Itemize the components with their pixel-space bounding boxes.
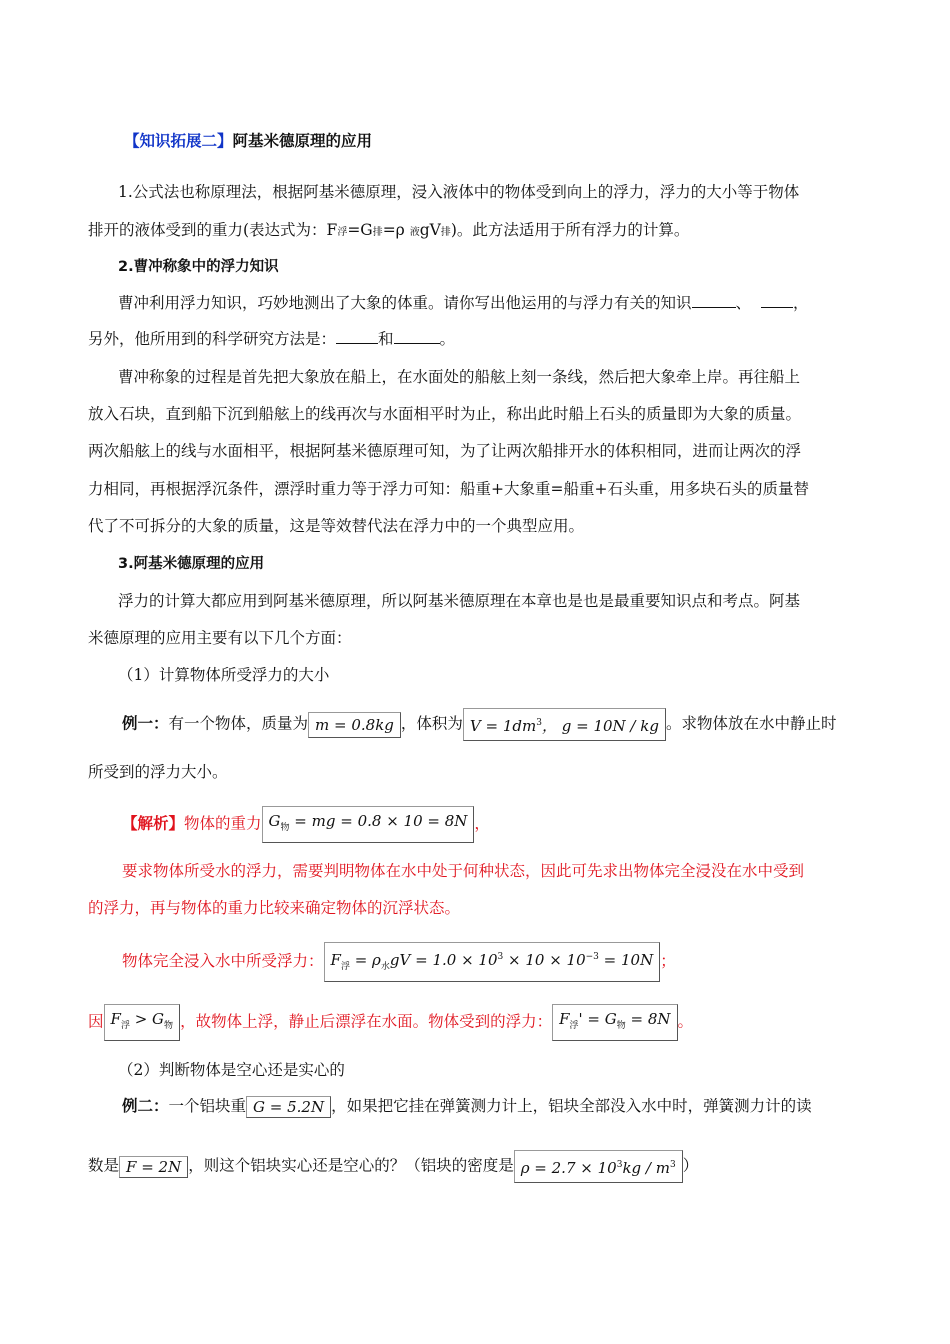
formula-part: = 8N (625, 1010, 671, 1028)
text: )。此方法适用于所有浮力的计算。 (450, 221, 690, 239)
text: 物体完全浸入水中所受浮力： (122, 952, 324, 970)
text: 数是 (88, 1156, 120, 1175)
text: ； (660, 952, 676, 970)
formula-part: F (110, 1010, 121, 1028)
superscript: −3 (585, 952, 599, 962)
formula-part: > G (129, 1010, 165, 1028)
formula-part: × 10 × 10 (503, 951, 586, 969)
text: 物体的重力 (184, 814, 262, 833)
paragraph-3-line-1: 曹冲称象的过程是首先把大象放在船上，在水面处的船舷上刻一条线，然后把大象牵上岸。再往船上 (118, 368, 801, 386)
paragraph-4-line-1: 浮力的计算大都应用到阿基米德原理，所以阿基米德原理在本章也是也是最重要知识点和考点。阿基 (118, 592, 801, 610)
solution-line-5 (88, 1004, 868, 1041)
subscript: 液 (409, 227, 420, 238)
superscript: 3 (616, 1160, 623, 1170)
text: 排开的液体受到的重力(表达式为：F (88, 221, 338, 239)
subscript: 物 (164, 1021, 174, 1031)
paragraph-3-line-4: 力相同，再根据浮沉条件，漂浮时重力等于浮力可知：船重+大象重=船重+石头重，用多块石头的质量替 (88, 480, 809, 498)
paragraph-2-line-2 (88, 328, 868, 350)
section-title-text: 阿基米德原理的应用 (232, 132, 373, 150)
subscript: 水 (380, 962, 390, 972)
text: 和 (378, 330, 394, 348)
text: gV (419, 221, 441, 239)
subscript: 物 (280, 823, 290, 833)
formula-part: = mg = 0.8 × 10 = 8N (289, 812, 468, 830)
heading-3: 3.阿基米德原理的应用 (118, 556, 265, 572)
paragraph-3-line-2: 放入石块，直到船下沉到船舷上的线再次与水面相平时为止，称出此时船上石头的质量即为大象的质量。 (88, 405, 802, 423)
formula-part: ' = G (578, 1010, 617, 1028)
paragraph-3-line-3: 两次船舷上的线与水面相平，根据阿基米德原理可知，为了让两次船排开水的体积相同，进而让两次的浮 (88, 442, 802, 460)
solution-line-4 (122, 942, 902, 982)
answer-blank-3[interactable] (336, 329, 378, 344)
solution-line-2: 要求物体所受水的浮力，需要判明物体在水中处于何种状态，因此可先求出物体完全浸没在水中受到 (122, 862, 805, 880)
formula-part: V = 1dm (469, 717, 537, 735)
text: 另外，他所用到的科学研究方法是： (88, 330, 337, 348)
text: =ρ (382, 221, 410, 239)
formula-part: F (559, 1010, 570, 1028)
text: 有一个物体，质量为 (168, 714, 309, 733)
example-1-label: 例一： (122, 714, 169, 733)
answer-blank-1[interactable] (692, 293, 736, 308)
text: 一个铝块重 (168, 1097, 247, 1115)
formula-volume (463, 708, 666, 741)
item-1-heading: （1）计算物体所受浮力的大小 (118, 666, 330, 684)
solution-label: 【解析】 (122, 814, 185, 833)
formula-part: ρ = 2.7 × 10 (520, 1159, 617, 1177)
text: 因 (88, 1012, 104, 1031)
superscript: 3 (536, 718, 542, 728)
formula-part: gV = 1.0 × 10 (389, 951, 498, 969)
text: 、 (735, 294, 752, 312)
solution-line-1 (122, 806, 902, 843)
text: 曹冲利用浮力知识，巧妙地测出了大象的体重。请你写出他运用的与浮力有关的知识 (118, 294, 692, 312)
formula-spring-reading: F = 2N (119, 1156, 188, 1178)
formula-compare (104, 1004, 181, 1041)
text: 。 (677, 1012, 694, 1031)
subscript: 浮 (340, 962, 350, 972)
formula-floating-buoyancy (552, 1004, 677, 1041)
subscript: 浮 (337, 227, 348, 238)
formula-part: F (330, 951, 341, 969)
item-2-heading: （2）判断物体是空心还是实心的 (118, 1061, 345, 1079)
formula-aluminum-density (514, 1150, 683, 1183)
example-1-line-2: 所受到的浮力大小。 (88, 763, 228, 781)
subscript: 排 (440, 227, 451, 238)
section-title-bracket: 【知识拓展二】 (124, 132, 233, 150)
paragraph-1-line-2 (88, 219, 868, 244)
formula-part: = 10N (598, 951, 654, 969)
formula-buoyancy (324, 942, 661, 982)
text: ， (793, 294, 809, 312)
answer-blank-2[interactable] (761, 293, 793, 308)
section-title (124, 130, 904, 152)
example-2-label: 例二： (122, 1097, 169, 1115)
text: 。 (439, 330, 456, 348)
text: ） (682, 1156, 699, 1175)
paragraph-4-line-2: 米德原理的应用主要有以下几个方面： (88, 629, 352, 647)
text: 。求物体放在水中静止时 (665, 714, 837, 733)
example-2-line-1 (122, 1095, 902, 1118)
example-1-line-1 (122, 708, 902, 741)
example-2-line-2 (88, 1150, 868, 1183)
text: ，如果把它挂在弹簧测力计上，铝块全部没入水中时，弹簧测力计的读 (331, 1097, 812, 1115)
text: ， (474, 814, 490, 833)
text: ，故物体上浮，静止后漂浮在水面。物体受到的浮力： (180, 1012, 553, 1031)
superscript: 3 (497, 952, 504, 962)
answer-blank-4[interactable] (394, 329, 440, 344)
text: =G (347, 221, 373, 239)
subscript: 浮 (569, 1021, 579, 1031)
formula-weight (262, 806, 475, 843)
text: ，则这个铝块实心还是空心的？（铝块的密度是 (188, 1156, 514, 1175)
paragraph-3-line-5: 代了不可拆分的大象的质量，这是等效替代法在浮力中的一个典型应用。 (88, 517, 585, 535)
paragraph-1-line-1: 1.公式法也称原理法，根据阿基米德原理，浸入液体中的物体受到向上的浮力，浮力的大小等于物体 (118, 183, 800, 201)
formula-part: = ρ (349, 951, 381, 969)
text: ，体积为 (400, 714, 463, 733)
solution-line-3: 的浮力，再与物体的重力比较来确定物体的沉浮状态。 (88, 899, 461, 917)
formula-part: ， g = 10N / kg (541, 717, 659, 735)
formula-aluminum-weight: G = 5.2N (246, 1096, 331, 1118)
superscript: 3 (669, 1160, 676, 1170)
subscript: 浮 (120, 1021, 130, 1031)
formula-mass: m = 0.8kg (308, 712, 401, 738)
heading-2: 2.曹冲称象中的浮力知识 (118, 259, 279, 275)
formula-part: G (268, 812, 281, 830)
formula-part: kg / m (622, 1159, 670, 1177)
paragraph-2-line-1 (118, 292, 898, 314)
subscript: 物 (616, 1021, 626, 1031)
subscript: 排 (372, 227, 383, 238)
